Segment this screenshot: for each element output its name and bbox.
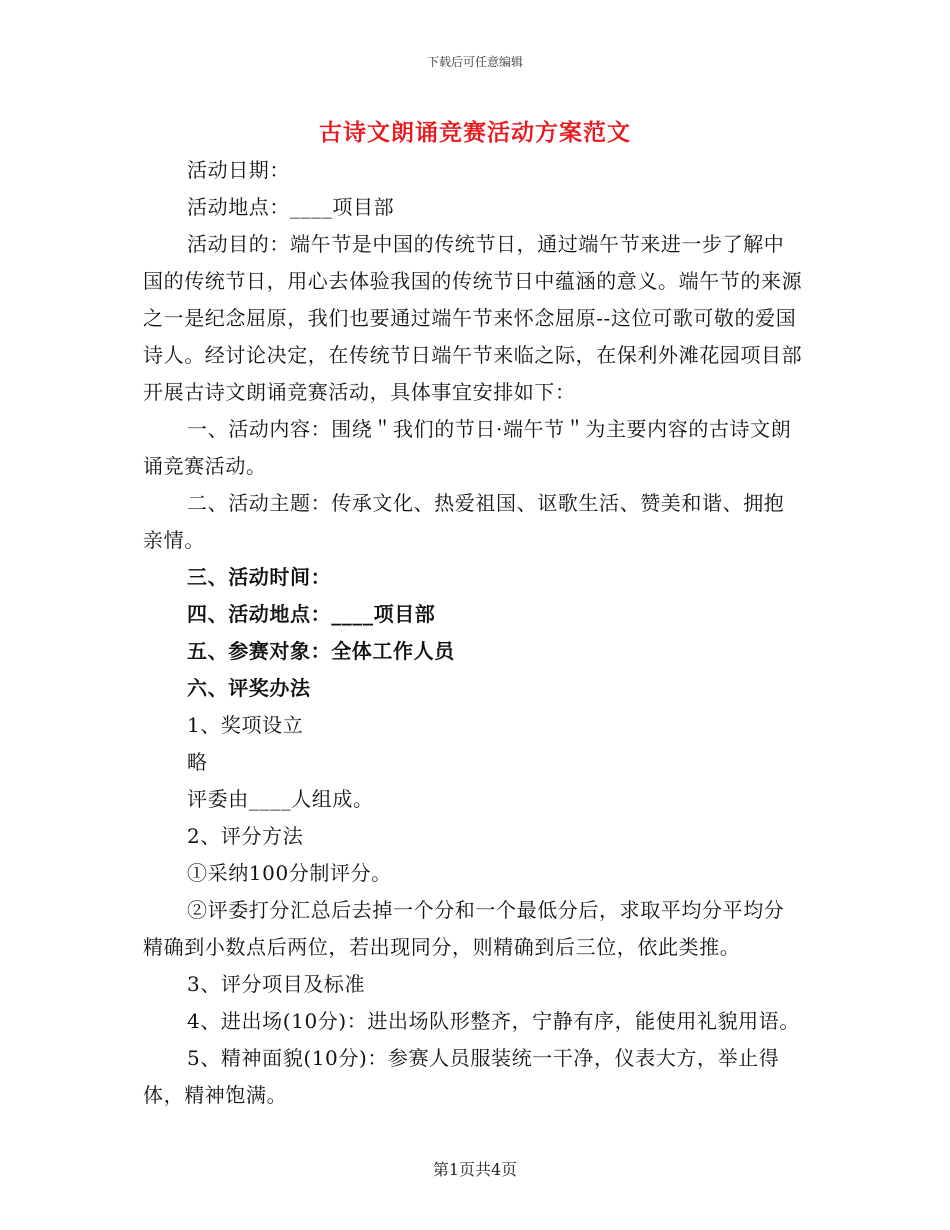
paragraph-activity-location: 活动地点：____项目部 — [187, 195, 395, 219]
paragraph-activity-purpose: 活动目的：端午节是中国的传统节日，通过端午节来进一步了解中国的传统节日，用心去体验我国的传统节日中蕴涵的意义。端午节的来源之一是纪念屈原，我们也要通过端午节来怀念屈原--这位可歌可敬的爱国诗人。经讨论决定，在传统节日端午节来临之际，在保利外滩花园项目部开展古诗文朗诵竞赛活动，具体事宜安排如下： — [143, 232, 803, 404]
paragraph-activity-date: 活动日期： — [187, 158, 290, 182]
paragraph-scoring-rule-2: ②评委打分汇总后去掉一个分和一个最低分后，求取平均分平均分精确到小数点后两位，若出现同分，则精确到后三位，依此类推。 — [143, 898, 785, 959]
paragraph-scoring-rule-1: ①采纳100分制评分。 — [187, 861, 392, 885]
subheading-scoring-criteria: 3、评分项目及标准 — [187, 972, 366, 996]
paragraph-section-theme: 二、活动主题：传承文化、热爱祖国、讴歌生活、赞美和谐、拥抱亲情。 — [143, 491, 785, 552]
heading-section-awards: 六、评奖办法 — [187, 676, 311, 700]
paragraph-criterion-appearance: 5、精神面貌(10分)：参赛人员服装统一干净，仪表大方，举止得体，精神饱满。 — [143, 1046, 780, 1107]
document-title: 古诗文朗诵竞赛活动方案范文 — [319, 119, 631, 146]
heading-section-location: 四、活动地点：____项目部 — [187, 602, 436, 626]
page-footer: 第1页共4页 — [432, 1160, 518, 1179]
heading-section-participants: 五、参赛对象：全体工作人员 — [187, 639, 455, 663]
heading-section-time: 三、活动时间： — [187, 565, 332, 589]
header-note: 下载后可任意编辑 — [426, 55, 523, 69]
paragraph-omitted: 略 — [187, 750, 208, 774]
paragraph-section-content: 一、活动内容：围绕＂我们的节日·端午节＂为主要内容的古诗文朗诵竞赛活动。 — [143, 417, 792, 478]
paragraph-judges: 评委由____人组成。 — [187, 787, 374, 811]
paragraph-criterion-entrance: 4、进出场(10分)：进出场队形整齐，宁静有序，能使用礼貌用语。 — [187, 1009, 800, 1033]
document-body — [143, 152, 803, 1114]
subheading-scoring-method: 2、评分方法 — [187, 824, 304, 848]
subheading-award-setup: 1、奖项设立 — [187, 713, 304, 737]
